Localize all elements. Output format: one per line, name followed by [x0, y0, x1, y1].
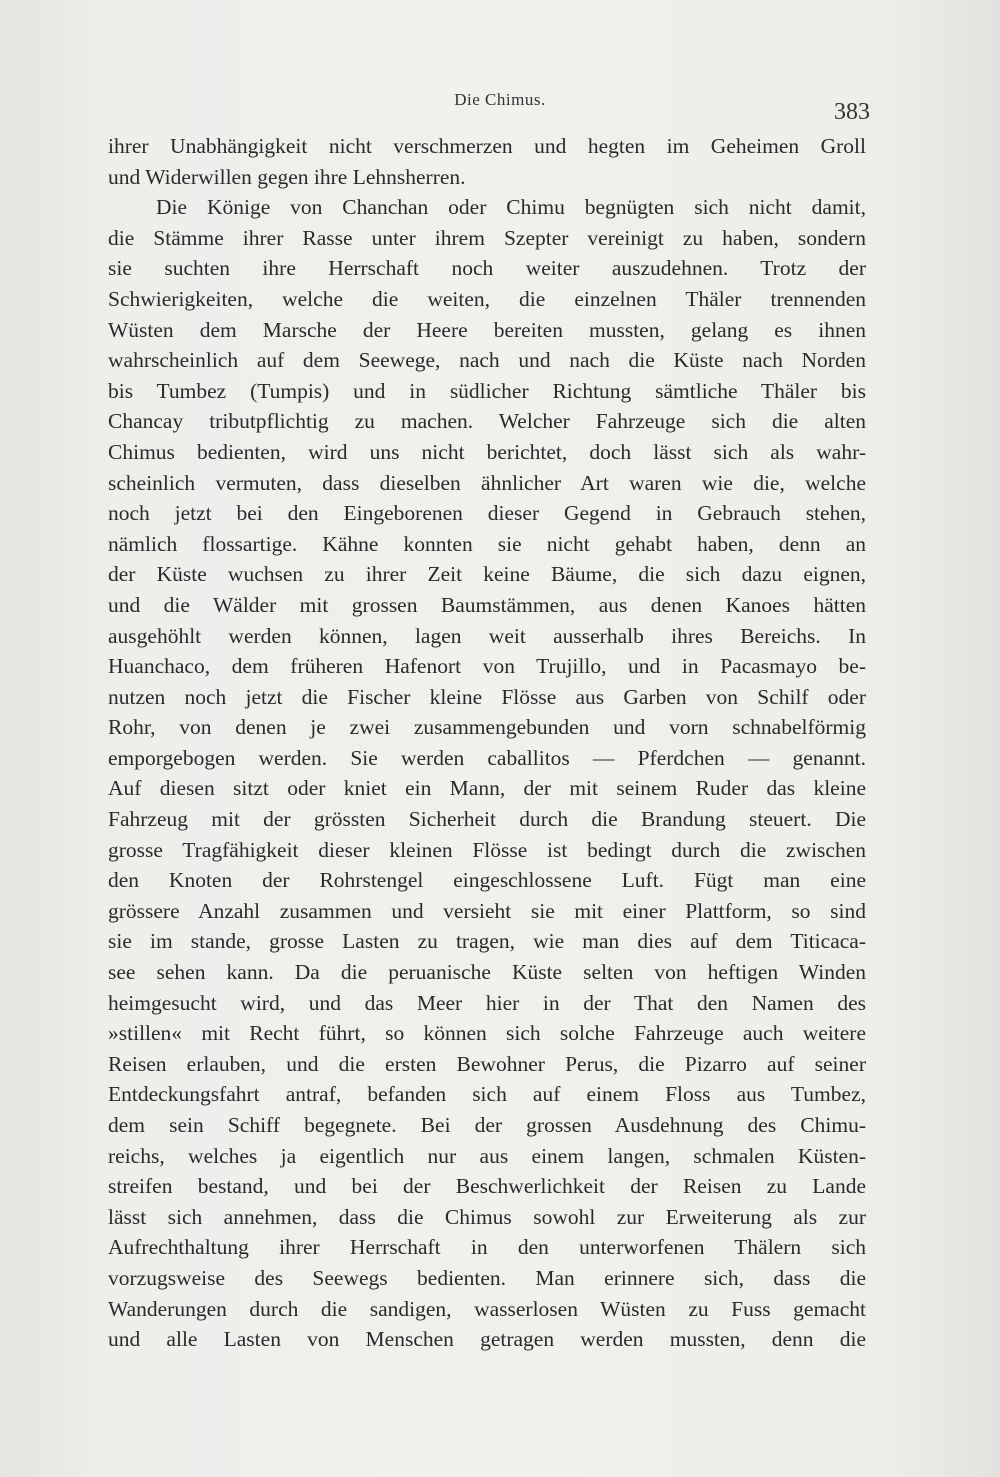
text-line: lässt sich annehmen, dass die Chimus sowohl zur Erweiterung als zur	[108, 1204, 866, 1229]
text-line: Wüsten dem Marsche der Heere bereiten mussten, gelang es ihnen	[108, 317, 866, 342]
text-line: scheinlich vermuten, dass dieselben ähnlicher Art waren wie die, welche	[108, 470, 866, 495]
text-line: sie suchten ihre Herrschaft noch weiter auszudehnen. Trotz der	[108, 256, 866, 281]
text-line: noch jetzt bei den Eingeborenen dieser Gegend in Gebrauch stehen,	[108, 501, 866, 526]
text-line: wahrscheinlich auf dem Seewege, nach und nach die Küste nach Norden	[108, 348, 866, 373]
text-line: Schwierigkeiten, welche die weiten, die einzelnen Thäler trennenden	[108, 286, 866, 311]
text-line: see sehen kann. Da die peruanische Küste selten von heftigen Winden	[108, 960, 866, 985]
text-line: Auf diesen sitzt oder kniet ein Mann, der mit seinem Ruder das kleine	[108, 776, 866, 801]
text-line: Die Könige von Chanchan oder Chimu begnügten sich nicht damit,	[156, 195, 866, 220]
text-line: grössere Anzahl zusammen und versieht sie mit einer Plattform, so sind	[108, 898, 866, 923]
text-line: Entdeckungsfahrt antraf, befanden sich auf einem Floss aus Tumbez,	[108, 1082, 866, 1107]
running-title: Die Chimus.	[454, 90, 546, 109]
text-line: Rohr, von denen je zwei zusammengebunden und vorn schnabelförmig	[108, 715, 866, 740]
text-line: die Stämme ihrer Rasse unter ihrem Szepter vereinigt zu haben, sondern	[108, 225, 866, 250]
text-line: Chancay tributpflichtig zu machen. Welcher Fahrzeuge sich die alten	[108, 409, 866, 434]
text-line: heimgesucht wird, und das Meer hier in der That den Namen des	[108, 990, 866, 1015]
text-line: Aufrechthaltung ihrer Herrschaft in den unterworfenen Thälern sich	[108, 1235, 866, 1260]
text-line: ausgehöhlt werden können, lagen weit ausserhalb ihres Bereichs. In	[108, 623, 866, 648]
text-line: und alle Lasten von Menschen getragen werden mussten, denn die	[108, 1327, 866, 1352]
text-line: den Knoten der Rohrstengel eingeschlossene Luft. Fügt man eine	[108, 868, 866, 893]
text-line: nämlich flossartige. Kähne konnten sie nicht gehabt haben, denn an	[108, 531, 866, 556]
page-number: 383	[834, 99, 870, 125]
text-line: Fahrzeug mit der grössten Sicherheit durch die Brandung steuert. Die	[108, 807, 866, 832]
text-line: Wanderungen durch die sandigen, wasserlosen Wüsten zu Fuss gemacht	[108, 1296, 866, 1321]
text-line: »stillen« mit Recht führt, so können sich solche Fahrzeuge auch weitere	[108, 1021, 866, 1046]
text-line: reichs, welches ja eigentlich nur aus einem langen, schmalen Küsten-	[108, 1143, 866, 1168]
text-line: emporgebogen werden. Sie werden caballitos — Pferdchen — genannt.	[108, 745, 866, 770]
text-line: streifen bestand, und bei der Beschwerlichkeit der Reisen zu Lande	[108, 1174, 866, 1199]
text-line: sie im stande, grosse Lasten zu tragen, wie man dies auf dem Titicaca-	[108, 929, 866, 954]
text-line: nutzen noch jetzt die Fischer kleine Flösse aus Garben von Schilf oder	[108, 684, 866, 709]
body-text	[108, 131, 866, 1355]
text-line: Reisen erlauben, und die ersten Bewohner Perus, die Pizarro auf seiner	[108, 1051, 866, 1076]
text-line: dem sein Schiff begegnete. Bei der grossen Ausdehnung des Chimu-	[108, 1113, 866, 1137]
text-line: und die Wälder mit grossen Baumstämmen, aus denen Kanoes hätten	[108, 592, 866, 617]
text-line: bis Tumbez (Tumpis) und in südlicher Richtung sämtliche Thäler bis	[108, 378, 866, 403]
text-line: Chimus bedienten, wird uns nicht berichtet, doch lässt sich als wahr-	[108, 439, 866, 464]
text-line: Huanchaco, dem früheren Hafenort von Trujillo, und in Pacasmayo be-	[108, 654, 866, 679]
text-line: und Widerwillen gegen ihre Lehnsherren.	[108, 164, 466, 189]
text-line: grosse Tragfähigkeit dieser kleinen Flösse ist bedingt durch die zwischen	[108, 837, 866, 862]
text-line: der Küste wuchsen zu ihrer Zeit keine Bäume, die sich dazu eignen,	[108, 562, 866, 587]
text-line: ihrer Unabhängigkeit nicht verschmerzen und hegten im Geheimen Groll	[108, 134, 866, 158]
text-line: vorzugsweise des Seewegs bedienten. Man erinnere sich, dass die	[108, 1265, 866, 1290]
